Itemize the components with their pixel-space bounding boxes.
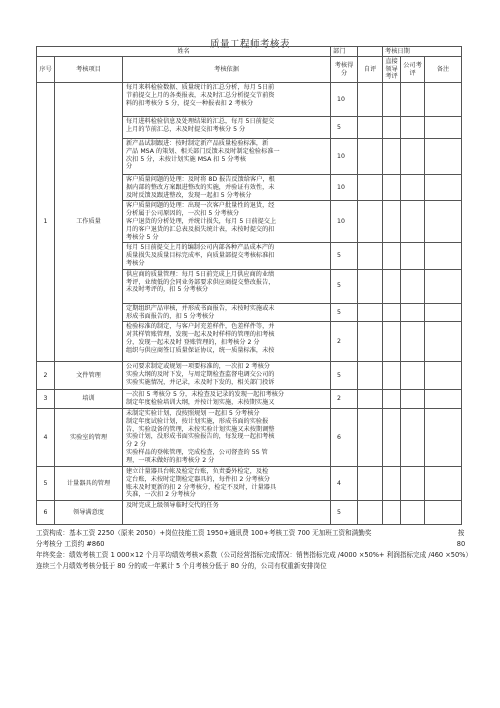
row-self-cell (358, 243, 383, 269)
salary-structure-line: 工资构成：基本工资 2250（原来 2050）+岗位技能工资 1950+通讯费 100+考核工资 700 无加班工资和满勤奖 (36, 529, 372, 537)
row-leader-cell (383, 83, 401, 117)
row-remark-cell (425, 362, 462, 390)
row-basis: 检验标准的制定，与客户封充差样件，色差样件等，并 对其样管账管理，发现一起未及时样样的管理的扣考核 分，发现一起未及时 登账管理的，扣考核分 2 分 组织与供应商签订质量保证协议，统一质量标准，未按 (123, 322, 331, 362)
row-self-cell (358, 362, 383, 390)
row-remark-cell (425, 408, 462, 466)
row-score: 5 (331, 243, 358, 269)
row-basis: 客户质量问题的处理：及时将 8D 报告反馈给客户，根 据内部的整改方案跟进整改的实施，并验证有效性，未 及时反馈及跟进整改，发现一起扣 5 分考核分 (123, 175, 331, 201)
row-company-cell (401, 139, 425, 175)
row-score: 2 (331, 390, 358, 409)
row-basis: 客户质量问题的处理：出现一次客户批量性的退货，经 分析属于公司原因的，一次扣 5 分考核分 客户退货的分析处理，并统计损失，每月 5 日前提交上 月的客户退货的汇总表及损失统计表，未按时提交的扣 考核分 5 分 (123, 201, 331, 243)
row-self-cell (358, 501, 383, 525)
row-remark-cell (425, 175, 462, 201)
footer-side-note (453, 528, 469, 550)
row-leader-cell (383, 408, 401, 466)
table-row (37, 408, 462, 466)
row-remark-cell (425, 117, 462, 139)
dept-value (358, 47, 383, 57)
row-remark-cell (425, 83, 462, 117)
row-remark-cell (425, 466, 462, 500)
row-leader-cell (383, 269, 401, 303)
row-basis: 每月进料检验信息及处理结果的汇总，每月 5日前提交 上月的节前汇总，未及时提交扣考核分 5 分 (123, 117, 331, 139)
row-self-cell (358, 303, 383, 322)
row-leader-cell (383, 322, 401, 362)
row-company-cell (401, 243, 425, 269)
row-score: 5 (331, 303, 358, 322)
name-label: 姓名 (37, 47, 331, 57)
row-seq: 1 (37, 83, 55, 362)
row-item: 计量器具的管理 (55, 466, 123, 500)
row-remark-cell (425, 201, 462, 243)
side-note-bottom: 80 (456, 540, 466, 548)
row-score: 6 (331, 408, 358, 466)
row-company-cell (401, 322, 425, 362)
row-company-cell (401, 269, 425, 303)
score-header: 考核得分 (331, 57, 358, 83)
table-row (37, 501, 462, 525)
table-row (37, 390, 462, 409)
row-company-cell (401, 175, 425, 201)
table-row (37, 362, 462, 390)
row-score: 5 (331, 269, 358, 303)
row-item: 培训 (55, 390, 123, 409)
evaluation-table (36, 46, 462, 525)
row-item: 文件管理 (55, 362, 123, 390)
row-basis: 建立计量器具台帐及检定台账，负责委外检定，及检 定台账，未按时定期检定器具的，每件扣 2 分考核分 账未及时更新的扣 2 分考核分，检定不及时，计量器具 失准，一次扣 2 分考核分 (123, 466, 331, 500)
row-leader-cell (383, 390, 401, 409)
row-company-cell (401, 501, 425, 525)
row-basis: 供应商的质量管理：每月 5日前完成上月供应商的业绩 考评，业绩低的会同业务部要求供应商提交整改报告， 未及时考评的，扣 5 分考核分 (123, 269, 331, 303)
row-seq: 6 (37, 501, 55, 525)
row-self-cell (358, 117, 383, 139)
row-self-cell (358, 269, 383, 303)
company-header: 公司考评 (401, 57, 425, 83)
row-self-cell (358, 201, 383, 243)
remark-header: 备注 (425, 57, 462, 83)
row-remark-cell (425, 501, 462, 525)
row-self-cell (358, 408, 383, 466)
row-basis: 及时完成上级领导临时交代的任务 (123, 501, 331, 525)
row-self-cell (358, 139, 383, 175)
row-basis: 未制定实验计划，没按照规划 一起扣 5 分考核分 制定年度试验计划，按计划实施，形成书面的实验报 告，实验设备的管理，未按实验计划实施又未按期调整 实验计划，没形成书面实验报告的，每发现一起扣考核 分 2 分 实验样品的登帐管理，完成检查，公司督查的 5S 管 理，一项未做好的扣考核分 2 分 (123, 408, 331, 466)
row-remark-cell (425, 243, 462, 269)
side-note-top: 按 (457, 529, 465, 537)
row-seq: 4 (37, 408, 55, 466)
table-row (37, 466, 462, 500)
year-end-bonus-line: 年终奖金：绩效考核工资 1 000×12 个月平均绩效考核×系数（公司经营指标完成情况：销售指标完成 /4000 ×50%+ 利润指标完成 /460 ×50%） (36, 551, 472, 559)
row-score: 2 (331, 322, 358, 362)
dept-label: 部门 (331, 47, 358, 57)
row-item: 领导满意度 (55, 501, 123, 525)
row-leader-cell (383, 501, 401, 525)
row-self-cell (358, 175, 383, 201)
row-score: 5 (331, 362, 358, 390)
row-score: 5 (331, 117, 358, 139)
row-self-cell (358, 466, 383, 500)
row-item: 工作质量 (55, 83, 123, 362)
row-company-cell (401, 466, 425, 500)
row-leader-cell (383, 201, 401, 243)
row-leader-cell (383, 466, 401, 500)
self-header: 自评 (358, 57, 383, 83)
row-leader-cell (383, 139, 401, 175)
row-remark-cell (425, 269, 462, 303)
row-leader-cell (383, 303, 401, 322)
row-score: 10 (331, 139, 358, 175)
leader-header: 直接领导考评 (383, 57, 401, 83)
row-leader-cell (383, 243, 401, 269)
row-seq: 3 (37, 390, 55, 409)
row-basis: 公司要求制定或规划一项要标准的，一次扣 2 考核分 实验大纲的及时下发，与周定期检查监督电调交公司的 实验实施情况，并记录，未及时下发的，相关部门投诉 (123, 362, 331, 390)
row-basis: 一次扣 5 考核分 5 分，未检查及记录的发现一起扣考核分 制定年度检验培训大纲，并按计划实施，未按期实施又 (123, 390, 331, 409)
row-self-cell (358, 390, 383, 409)
row-score: 10 (331, 175, 358, 201)
row-company-cell (401, 362, 425, 390)
row-company-cell (401, 201, 425, 243)
page-title: 质量工程师考核表 (209, 39, 290, 50)
row-remark-cell (425, 303, 462, 322)
row-company-cell (401, 390, 425, 409)
row-remark-cell (425, 139, 462, 175)
row-leader-cell (383, 362, 401, 390)
basis-header: 考核依据 (123, 57, 331, 83)
row-leader-cell (383, 117, 401, 139)
table-row (37, 83, 462, 117)
row-basis: 每月来料检验数据、质量统计的汇总分析，每月 5日前 节前提交上月的各类报表，未及时汇总分析提交节前资 料的扣考核分 5 分，提交一种报表扣 2 考核分 (123, 83, 331, 117)
row-seq: 2 (37, 362, 55, 390)
row-item: 实验室的管理 (55, 408, 123, 466)
reassignment-rule-line: 连续三个月绩效考核分低于 80 分的或一年累计 5 个月考核分低于 80 分的，公司有权重新安排岗位 (36, 562, 327, 570)
row-score: 10 (331, 201, 358, 243)
row-basis: 新产品试制跟进：按时制定新产品质量检验标准，新 产品 MSA 的策划、相关部门反馈未及时制定检验标准一 次扣 5 分，未按计划实施 MSA 扣 5 分考核 分 (123, 139, 331, 175)
row-score: 10 (331, 83, 358, 117)
row-company-cell (401, 117, 425, 139)
row-self-cell (358, 322, 383, 362)
row-company-cell (401, 83, 425, 117)
item-header: 考核项目 (55, 57, 123, 83)
row-self-cell (358, 83, 383, 117)
row-basis: 每月 5日前提交上月的编制公司内部各种产品成本产的 质量损失及质量目标完成率，向质量部提交考核标准扣 考核分 (123, 243, 331, 269)
row-score: 5 (331, 501, 358, 525)
row-basis: 定期组织产品审核，并形成书面报告，未按时实施或未 形成书面报告的，扣 5 分考核分 (123, 303, 331, 322)
footer-notes (36, 528, 471, 572)
row-remark-cell (425, 390, 462, 409)
seq-header: 序号 (37, 57, 55, 83)
row-seq: 5 (37, 466, 55, 500)
period-label: 考核日期 (383, 47, 462, 57)
salary-structure-line-2: 分考核分 工资约 #860 (36, 540, 105, 548)
row-company-cell (401, 303, 425, 322)
row-score: 4 (331, 466, 358, 500)
row-remark-cell (425, 322, 462, 362)
row-company-cell (401, 408, 425, 466)
row-leader-cell (383, 175, 401, 201)
